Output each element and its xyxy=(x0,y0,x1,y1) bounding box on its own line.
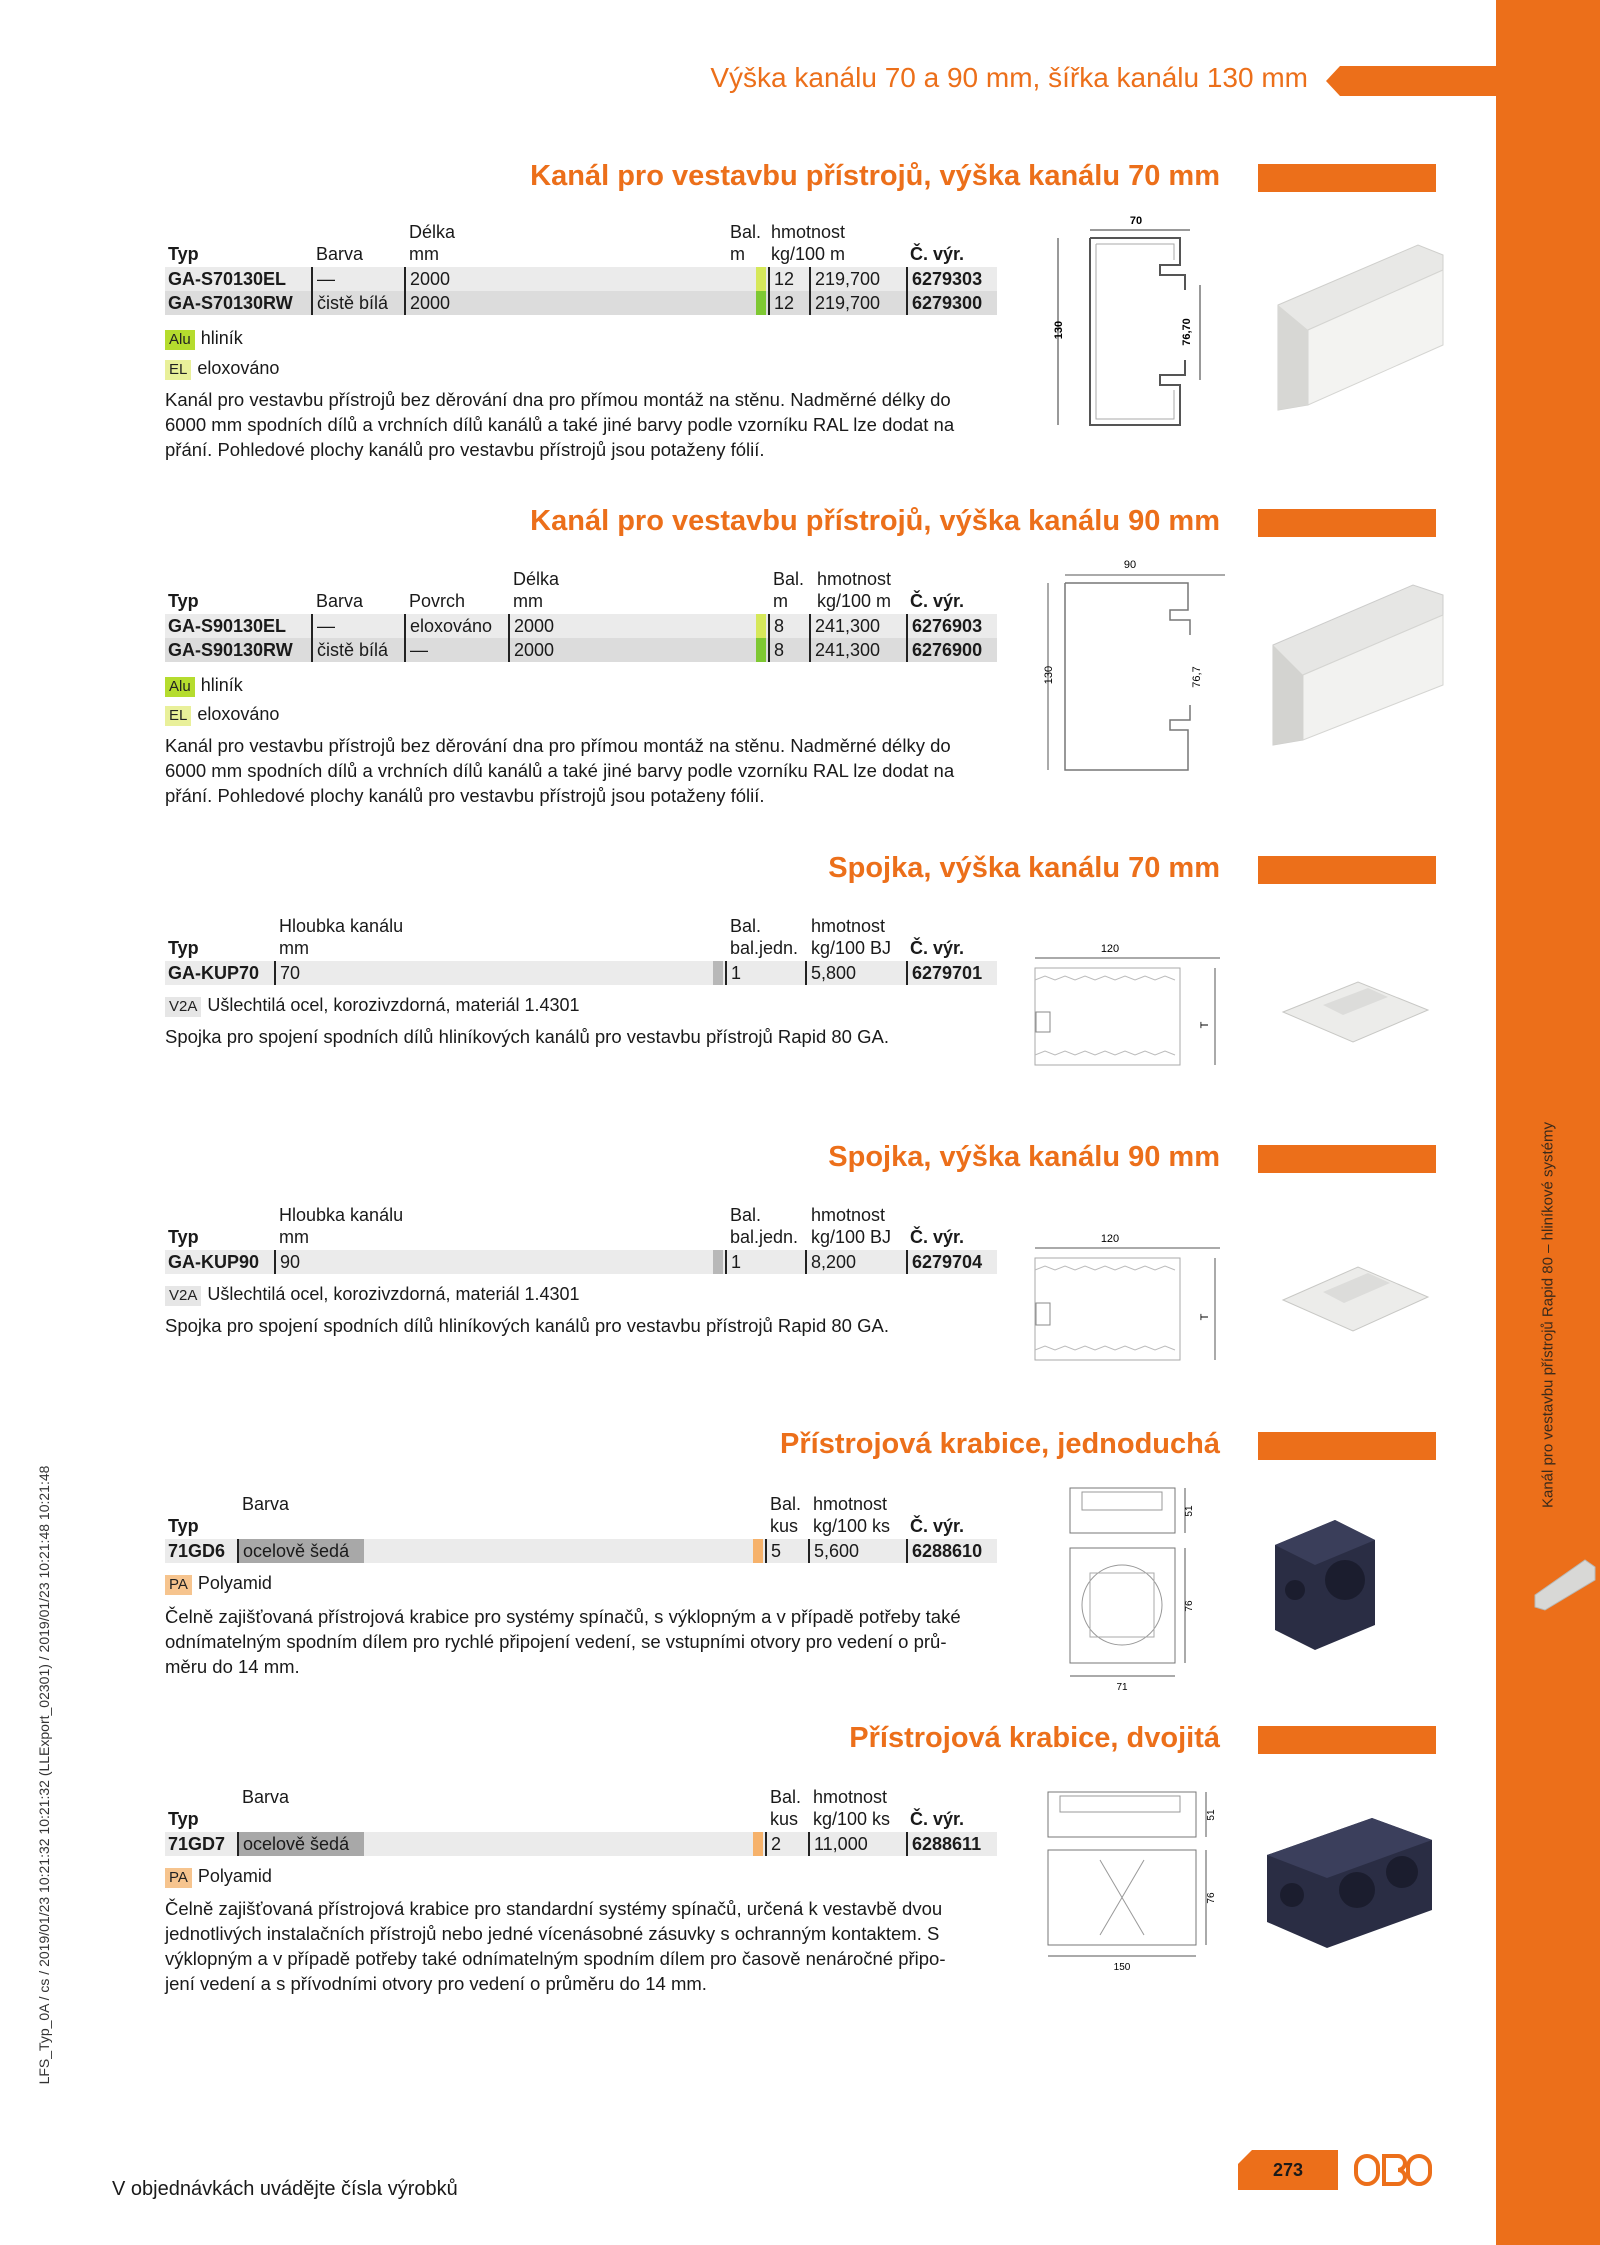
dim-label: T xyxy=(1199,1313,1211,1321)
cell-cvyr: 6288610 xyxy=(906,1539,982,1563)
section-title: Spojka, výška kanálu 90 mm xyxy=(828,1141,1220,1173)
cell-cvyr: 6276903 xyxy=(906,614,982,638)
col-header: kg/100 m xyxy=(771,244,846,264)
dim-label: 76 xyxy=(1206,1892,1217,1904)
cell-bal: 12 xyxy=(768,267,794,291)
table-row xyxy=(165,614,997,638)
dim-label: 51 xyxy=(1206,1809,1217,1821)
material-badge: EL xyxy=(165,706,191,726)
desc-line: přání. Pohledové plochy kanálů pro vestavbu přístrojů jsou potaženy fólií. xyxy=(165,439,765,460)
cell-cvyr: 6288611 xyxy=(906,1832,981,1856)
cell-typ: GA-KUP70 xyxy=(168,963,260,983)
col-header: Typ xyxy=(168,244,199,264)
col-header: hmotnost xyxy=(817,569,892,589)
connector-drawing xyxy=(1030,940,1230,1075)
table-row xyxy=(165,961,997,985)
section-bar xyxy=(1258,509,1436,537)
col-header: Bal. xyxy=(730,1205,762,1225)
material-note xyxy=(165,1282,580,1306)
cell-typ: 71GD6 xyxy=(168,1541,226,1561)
col-header: hmotnost xyxy=(813,1787,888,1807)
cell-hmotnost: 5,800 xyxy=(805,961,856,985)
cell-hmotnost: 241,300 xyxy=(809,638,880,662)
col-header: m xyxy=(730,244,745,264)
cell-typ: GA-S70130EL xyxy=(168,269,287,289)
cell-delka: 2000 xyxy=(508,614,554,638)
dim-label: 71 xyxy=(1116,1682,1128,1693)
cell-bal: 5 xyxy=(765,1539,781,1563)
material-badge: PA xyxy=(165,1575,192,1595)
color-indicator xyxy=(753,1832,763,1856)
cell-typ: GA-KUP90 xyxy=(168,1252,260,1272)
col-header: hmotnost xyxy=(771,222,846,242)
cell-barva: — xyxy=(311,614,335,638)
connector-photo xyxy=(1278,970,1438,1050)
cell-barva: ocelově šedá xyxy=(237,1539,364,1563)
table-body xyxy=(165,267,997,315)
material-note xyxy=(165,673,243,697)
desc-line: výklopným a v případě potřeby také odnímatelným spodním dílem pro časově nenáročné připo- xyxy=(165,1948,946,1969)
col-header: Č. výr. xyxy=(910,1809,965,1829)
product-table xyxy=(165,915,997,985)
material-text: hliník xyxy=(200,675,243,695)
col-header: kg/100 BJ xyxy=(811,1227,892,1247)
col-header: Bal. xyxy=(770,1494,802,1514)
dim-label: T xyxy=(1199,1021,1211,1029)
col-header: Hloubka kanálu xyxy=(279,1205,404,1225)
section-title: Spojka, výška kanálu 70 mm xyxy=(828,852,1220,884)
desc-line: přání. Pohledové plochy kanálů pro vestavbu přístrojů jsou potaženy fólií. xyxy=(165,785,765,806)
cell-hmotnost: 11,000 xyxy=(808,1832,868,1856)
table-header xyxy=(165,1493,997,1539)
section-bar xyxy=(1258,1432,1436,1460)
product-table xyxy=(165,1493,997,1563)
cell-typ: GA-S70130RW xyxy=(168,293,293,313)
obo-logo xyxy=(1354,2152,1434,2188)
sidebar-caption: Kanál pro vestavbu přístrojů Rapid 80 – hliníkové systémy xyxy=(1539,1121,1557,1509)
cell-delka: 2000 xyxy=(508,638,554,662)
material-note xyxy=(165,1864,272,1888)
table-header xyxy=(165,221,997,267)
cell-barva: — xyxy=(311,267,335,291)
connector-drawing xyxy=(1030,1225,1230,1365)
table-body xyxy=(165,1832,997,1856)
cell-hloubka: 90 xyxy=(274,1250,300,1274)
col-header: Barva xyxy=(242,1787,290,1807)
col-header: Č. výr. xyxy=(910,1227,965,1247)
table-row xyxy=(165,1832,997,1856)
col-header: Typ xyxy=(168,1227,199,1247)
double-box-photo xyxy=(1262,1810,1437,1955)
color-indicator xyxy=(753,1539,763,1563)
col-header: Délka xyxy=(409,222,456,242)
double-box-drawing xyxy=(1040,1780,1225,1975)
col-header: Barva xyxy=(242,1494,290,1514)
col-header: Barva xyxy=(316,591,364,611)
cell-bal: 1 xyxy=(725,961,741,985)
table-body xyxy=(165,1539,997,1563)
cell-delka: 2000 xyxy=(404,267,450,291)
col-header: Typ xyxy=(168,938,199,958)
cell-bal: 8 xyxy=(768,614,784,638)
cell-typ: 71GD7 xyxy=(168,1834,226,1854)
cell-hmotnost: 219,700 xyxy=(809,291,880,315)
col-header: Č. výr. xyxy=(910,244,965,264)
product-description xyxy=(165,1896,995,1996)
dim-label: 120 xyxy=(1100,1233,1120,1245)
material-note xyxy=(165,993,580,1017)
export-meta: LFS_Typ_0A / cs / 2019/01/23 10:21:32 10:21:32 (LLExport_02301) / 2019/01/23 10:21:48 10:21:48 xyxy=(36,1465,52,2085)
desc-line: Čelně zajišťovaná přístrojová krabice pro systémy spínačů, s výklopným a v případě potřeby také xyxy=(165,1606,961,1627)
material-text: Polyamid xyxy=(197,1573,272,1593)
table-body xyxy=(165,1250,997,1274)
product-table xyxy=(165,221,997,315)
desc-line: Spojka pro spojení spodních dílů hliníkových kanálů pro vestavbu přístrojů Rapid 80 GA. xyxy=(165,1315,889,1336)
product-table xyxy=(165,1786,997,1856)
header-tab-marker xyxy=(1326,66,1496,96)
material-note xyxy=(165,356,279,380)
cell-bal: 2 xyxy=(765,1832,781,1856)
col-header: Hloubka kanálu xyxy=(279,916,404,936)
product-description xyxy=(165,1604,995,1679)
channel-thumbnail xyxy=(1530,1555,1600,1615)
section-title: Přístrojová krabice, jednoduchá xyxy=(780,1428,1220,1460)
product-table xyxy=(165,1204,997,1274)
channel-photo xyxy=(1268,575,1448,755)
cell-hloubka: 70 xyxy=(274,961,300,985)
table-row xyxy=(165,267,997,291)
cell-bal: 12 xyxy=(768,291,794,315)
table-row xyxy=(165,1539,997,1563)
material-badge: V2A xyxy=(165,1286,201,1306)
col-header: mm xyxy=(513,591,543,611)
cell-barva: ocelově šedá xyxy=(237,1832,364,1856)
material-text: hliník xyxy=(200,328,243,348)
col-header: kus xyxy=(770,1809,799,1829)
product-description xyxy=(165,1313,995,1338)
col-header: Barva xyxy=(316,244,364,264)
table-body xyxy=(165,961,997,985)
col-header: Délka xyxy=(513,569,560,589)
dim-label: 90 xyxy=(1123,559,1137,571)
desc-line: jednotlivých instalačních přístrojů nebo jedné vícenásobné zásuvky s ochranným kontaktem. S xyxy=(165,1923,940,1944)
cell-cvyr: 6279704 xyxy=(906,1250,982,1274)
section-bar xyxy=(1258,1726,1436,1754)
color-indicator xyxy=(756,267,766,291)
footer-note: V objednávkách uvádějte čísla výrobků xyxy=(112,2178,458,2200)
section-title: Kanál pro vestavbu přístrojů, výška kanálu 70 mm xyxy=(530,160,1220,192)
material-text: eloxováno xyxy=(197,358,280,378)
material-badge: Alu xyxy=(165,330,195,350)
material-badge: V2A xyxy=(165,997,201,1017)
col-header: kg/100 m xyxy=(817,591,892,611)
cell-hmotnost: 8,200 xyxy=(805,1250,856,1274)
col-header: Povrch xyxy=(409,591,466,611)
cell-bal: 1 xyxy=(725,1250,741,1274)
product-description xyxy=(165,1024,995,1049)
section-title: Přístrojová krabice, dvojitá xyxy=(849,1722,1220,1754)
col-header: hmotnost xyxy=(811,1205,886,1225)
cell-barva: čistě bílá xyxy=(311,638,388,662)
section-bar xyxy=(1258,1145,1436,1173)
col-header: Bal. xyxy=(730,916,762,936)
dim-label: 70 xyxy=(1129,215,1143,227)
col-header: Č. výr. xyxy=(910,591,965,611)
cell-typ: GA-S90130EL xyxy=(168,616,287,636)
table-header xyxy=(165,1786,997,1832)
color-indicator xyxy=(713,1250,723,1274)
section-title: Kanál pro vestavbu přístrojů, výška kanálu 90 mm xyxy=(530,505,1220,537)
material-text: Ušlechtilá ocel, korozivzdorná, materiál 1.4301 xyxy=(207,995,580,1015)
cell-cvyr: 6279303 xyxy=(906,267,982,291)
product-table xyxy=(165,568,997,662)
table-body xyxy=(165,614,997,662)
cell-typ: GA-S90130RW xyxy=(168,640,293,660)
cell-hmotnost: 5,600 xyxy=(808,1539,859,1563)
material-badge: Alu xyxy=(165,677,195,697)
col-header: Bal. xyxy=(773,569,805,589)
color-indicator xyxy=(756,291,766,315)
color-indicator xyxy=(756,638,766,662)
dim-label: 76,7 xyxy=(1191,666,1203,688)
dim-label: 130 xyxy=(1053,320,1065,340)
cell-bal: 8 xyxy=(768,638,784,662)
cell-cvyr: 6279701 xyxy=(906,961,982,985)
cell-hmotnost: 219,700 xyxy=(809,267,880,291)
cell-cvyr: 6279300 xyxy=(906,291,982,315)
col-header: hmotnost xyxy=(811,916,886,936)
device-box-drawing xyxy=(1060,1478,1200,1693)
col-header: kg/100 ks xyxy=(813,1516,891,1536)
table-row xyxy=(165,291,997,315)
col-header: mm xyxy=(279,1227,309,1247)
col-header: Č. výr. xyxy=(910,938,965,958)
col-header: bal.jedn. xyxy=(730,1227,799,1247)
page-header: Výška kanálu 70 a 90 mm, šířka kanálu 130 mm xyxy=(710,62,1308,93)
table-header xyxy=(165,568,997,614)
col-header: m xyxy=(773,591,788,611)
dim-label: 76,70 xyxy=(1181,318,1193,346)
material-text: Polyamid xyxy=(197,1866,272,1886)
cell-cvyr: 6276900 xyxy=(906,638,982,662)
material-text: eloxováno xyxy=(197,704,280,724)
section-bar xyxy=(1258,856,1436,884)
material-text: Ušlechtilá ocel, korozivzdorná, materiál 1.4301 xyxy=(207,1284,580,1304)
channel-cross-section-drawing xyxy=(1040,210,1240,440)
dim-label: 51 xyxy=(1184,1505,1195,1517)
cell-povrch: eloxováno xyxy=(404,614,492,638)
desc-line: měru do 14 mm. xyxy=(165,1656,300,1677)
col-header: mm xyxy=(279,938,309,958)
material-note xyxy=(165,702,279,726)
color-indicator xyxy=(713,961,723,985)
desc-line: 6000 mm spodních dílů a vrchních dílů kanálů a také jiné barvy podle vzorníku RAL lze dodat na xyxy=(165,414,955,435)
desc-line: jení vedení a s přívodními otvory pro vedení o průměru do 14 mm. xyxy=(165,1973,707,1994)
section-bar xyxy=(1258,164,1436,192)
connector-photo xyxy=(1278,1255,1438,1340)
table-row xyxy=(165,638,997,662)
col-header: mm xyxy=(409,244,439,264)
desc-line: 6000 mm spodních dílů a vrchních dílů kanálů a také jiné barvy podle vzorníku RAL lze dodat na xyxy=(165,760,955,781)
desc-line: Čelně zajišťovaná přístrojová krabice pro standardní systémy spínačů, určená k vestavbě dvou xyxy=(165,1898,943,1919)
desc-line: Spojka pro spojení spodních dílů hliníkových kanálů pro vestavbu přístrojů Rapid 80 GA. xyxy=(165,1026,889,1047)
col-header: Typ xyxy=(168,1809,199,1829)
material-note xyxy=(165,326,243,350)
table-row xyxy=(165,1250,997,1274)
channel-cross-section-drawing xyxy=(1040,555,1240,785)
dim-label: 130 xyxy=(1043,665,1055,685)
col-header: bal.jedn. xyxy=(730,938,799,958)
channel-photo xyxy=(1268,235,1448,415)
page-number: 273 xyxy=(1272,2160,1304,2180)
color-indicator xyxy=(756,614,766,638)
col-header: Typ xyxy=(168,591,199,611)
material-badge: EL xyxy=(165,360,191,380)
cell-hmotnost: 241,300 xyxy=(809,614,880,638)
material-badge: PA xyxy=(165,1868,192,1888)
col-header: Bal. xyxy=(770,1787,802,1807)
col-header: Typ xyxy=(168,1516,199,1536)
cell-delka: 2000 xyxy=(404,291,450,315)
dim-label: 150 xyxy=(1113,1962,1131,1973)
cell-barva: čistě bílá xyxy=(311,291,388,315)
col-header: Bal. xyxy=(730,222,762,242)
col-header: Č. výr. xyxy=(910,1516,965,1536)
product-description xyxy=(165,387,995,462)
dim-label: 76 xyxy=(1184,1600,1195,1612)
col-header: kus xyxy=(770,1516,799,1536)
table-header xyxy=(165,1204,997,1250)
cell-povrch: — xyxy=(404,638,428,662)
desc-line: Kanál pro vestavbu přístrojů bez děrování dna pro přímou montáž na stěnu. Nadměrné délky do xyxy=(165,735,951,756)
desc-line: odnímatelným spodním dílem pro rychlé připojení vedení, se vstupními otvory pro vedení o prů- xyxy=(165,1631,947,1652)
device-box-photo xyxy=(1265,1510,1385,1660)
table-header xyxy=(165,915,997,961)
col-header: hmotnost xyxy=(813,1494,888,1514)
product-description xyxy=(165,733,995,808)
col-header: kg/100 BJ xyxy=(811,938,892,958)
desc-line: Kanál pro vestavbu přístrojů bez děrování dna pro přímou montáž na stěnu. Nadměrné délky do xyxy=(165,389,951,410)
dim-label: 120 xyxy=(1100,943,1120,955)
col-header: kg/100 ks xyxy=(813,1809,891,1829)
material-note xyxy=(165,1571,272,1595)
